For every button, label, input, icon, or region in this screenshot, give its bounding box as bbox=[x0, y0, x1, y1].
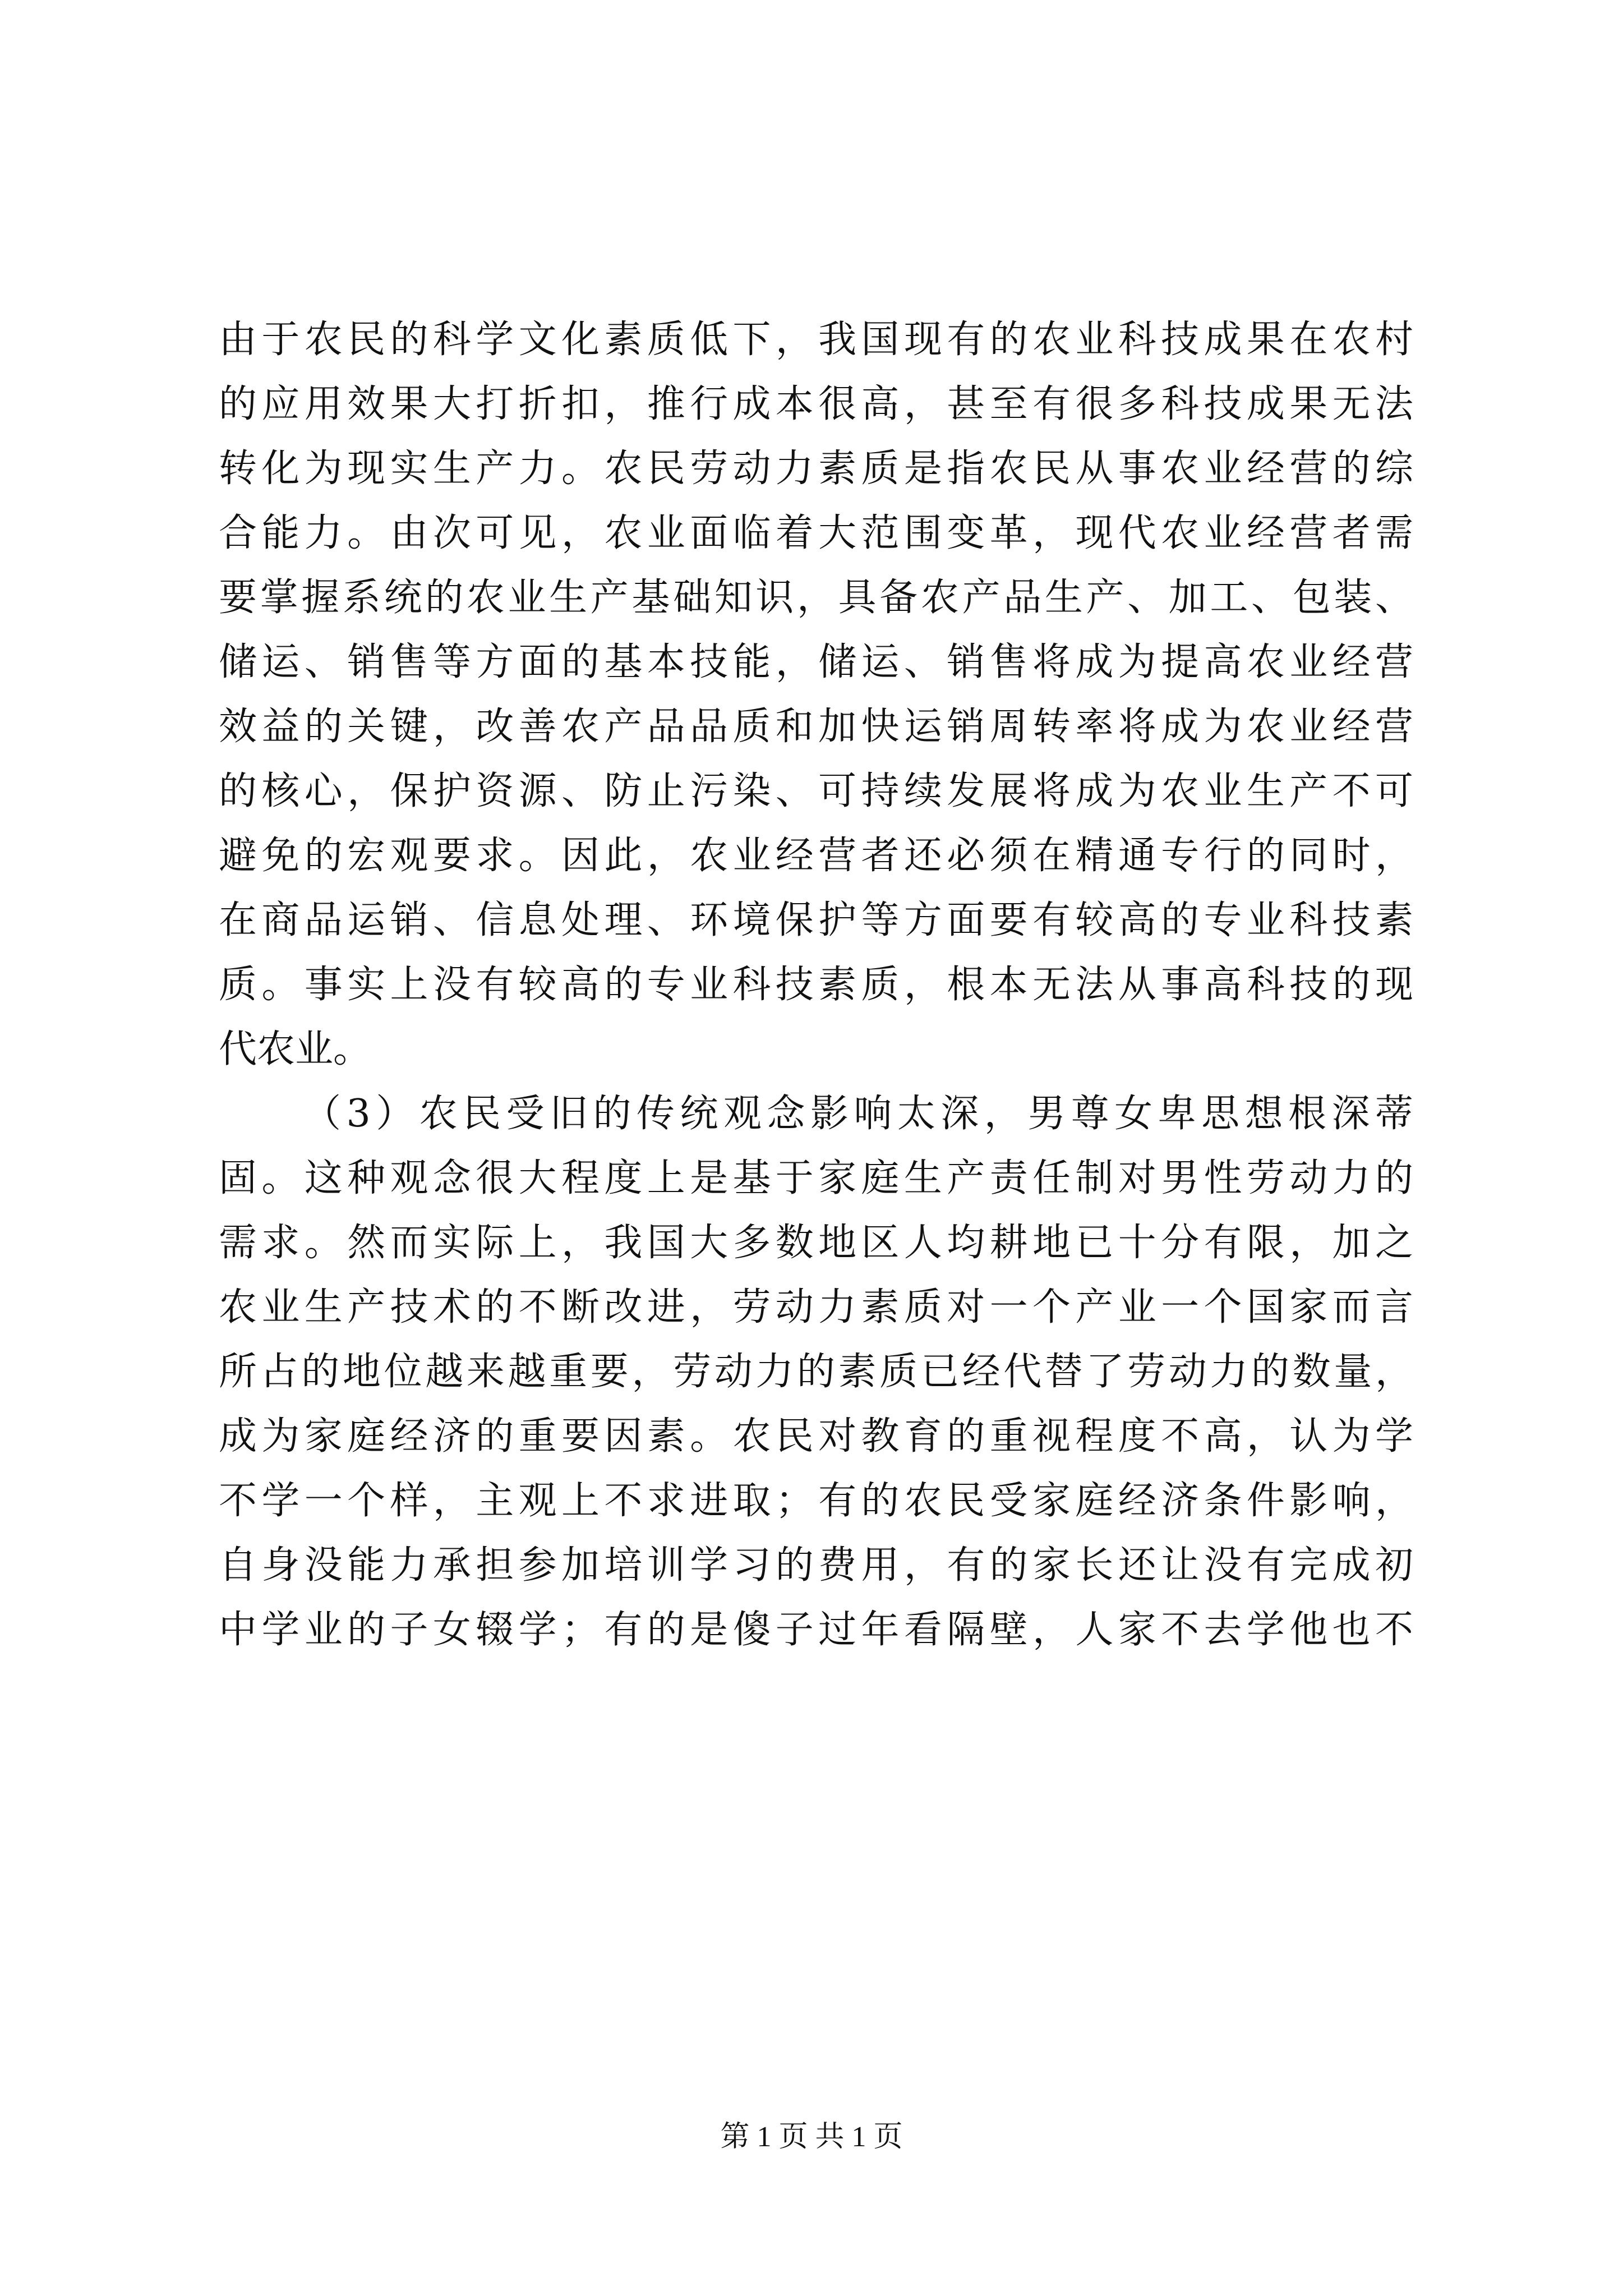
text-line: 农业生产技术的不断改进，劳动力素质对一个产业一个国家而言 bbox=[219, 1285, 1413, 1329]
text-line: 要掌握系统的农业生产基础知识，具备农产品生产、加工、包装、 bbox=[219, 576, 1413, 620]
text-line: 转化为现实生产力。农民劳动力素质是指农民从事农业经营的综 bbox=[219, 447, 1413, 491]
text-line: 在商品运销、信息处理、环境保护等方面要有较高的专业科技素 bbox=[219, 898, 1413, 942]
text-line: 由于农民的科学文化素质低下，我国现有的农业科技成果在农村 bbox=[219, 318, 1413, 362]
text-line: 自身没能力承担参加培训学习的费用，有的家长还让没有完成初 bbox=[219, 1543, 1413, 1588]
text-line: 所占的地位越来越重要，劳动力的素质已经代替了劳动力的数量， bbox=[219, 1350, 1413, 1394]
text-line: 成为家庭经济的重要因素。农民对教育的重视程度不高，认为学 bbox=[219, 1414, 1413, 1458]
text-line: 固。这种观念很大程度上是基于家庭生产责任制对男性劳动力的 bbox=[219, 1156, 1413, 1200]
page-number: 第 1 页 共 1 页 bbox=[720, 2121, 903, 2153]
text-line: 代农业。 bbox=[219, 1027, 372, 1071]
text-line: 避免的宏观要求。因此，农业经营者还必须在精通专行的同时， bbox=[219, 834, 1413, 878]
text-line: 不学一个样，主观上不求进取；有的农民受家庭经济条件影响， bbox=[219, 1479, 1413, 1523]
text-line: 需求。然而实际上，我国大多数地区人均耕地已十分有限，加之 bbox=[219, 1221, 1413, 1265]
page-footer bbox=[0, 2120, 1623, 2154]
paragraph-start-line: （3）农民受旧的传统观念影响太深，男尊女卑思想根深蒂 bbox=[303, 1092, 1413, 1136]
body-text bbox=[219, 307, 1413, 1662]
text-line: 中学业的子女辍学；有的是傻子过年看隔壁，人家不去学他也不 bbox=[219, 1608, 1413, 1652]
text-line: 质。事实上没有较高的专业科技素质，根本无法从事高科技的现 bbox=[219, 963, 1413, 1007]
text-line: 储运、销售等方面的基本技能，储运、销售将成为提高农业经营 bbox=[219, 640, 1413, 684]
text-line: 的应用效果大打折扣，推行成本很高，甚至有很多科技成果无法 bbox=[219, 382, 1413, 426]
text-line: 合能力。由次可见，农业面临着大范围变革，现代农业经营者需 bbox=[219, 511, 1413, 555]
text-line: 的核心，保护资源、防止污染、可持续发展将成为农业生产不可 bbox=[219, 769, 1413, 813]
text-line: 效益的关键，改善农产品品质和加快运销周转率将成为农业经营 bbox=[219, 705, 1413, 749]
